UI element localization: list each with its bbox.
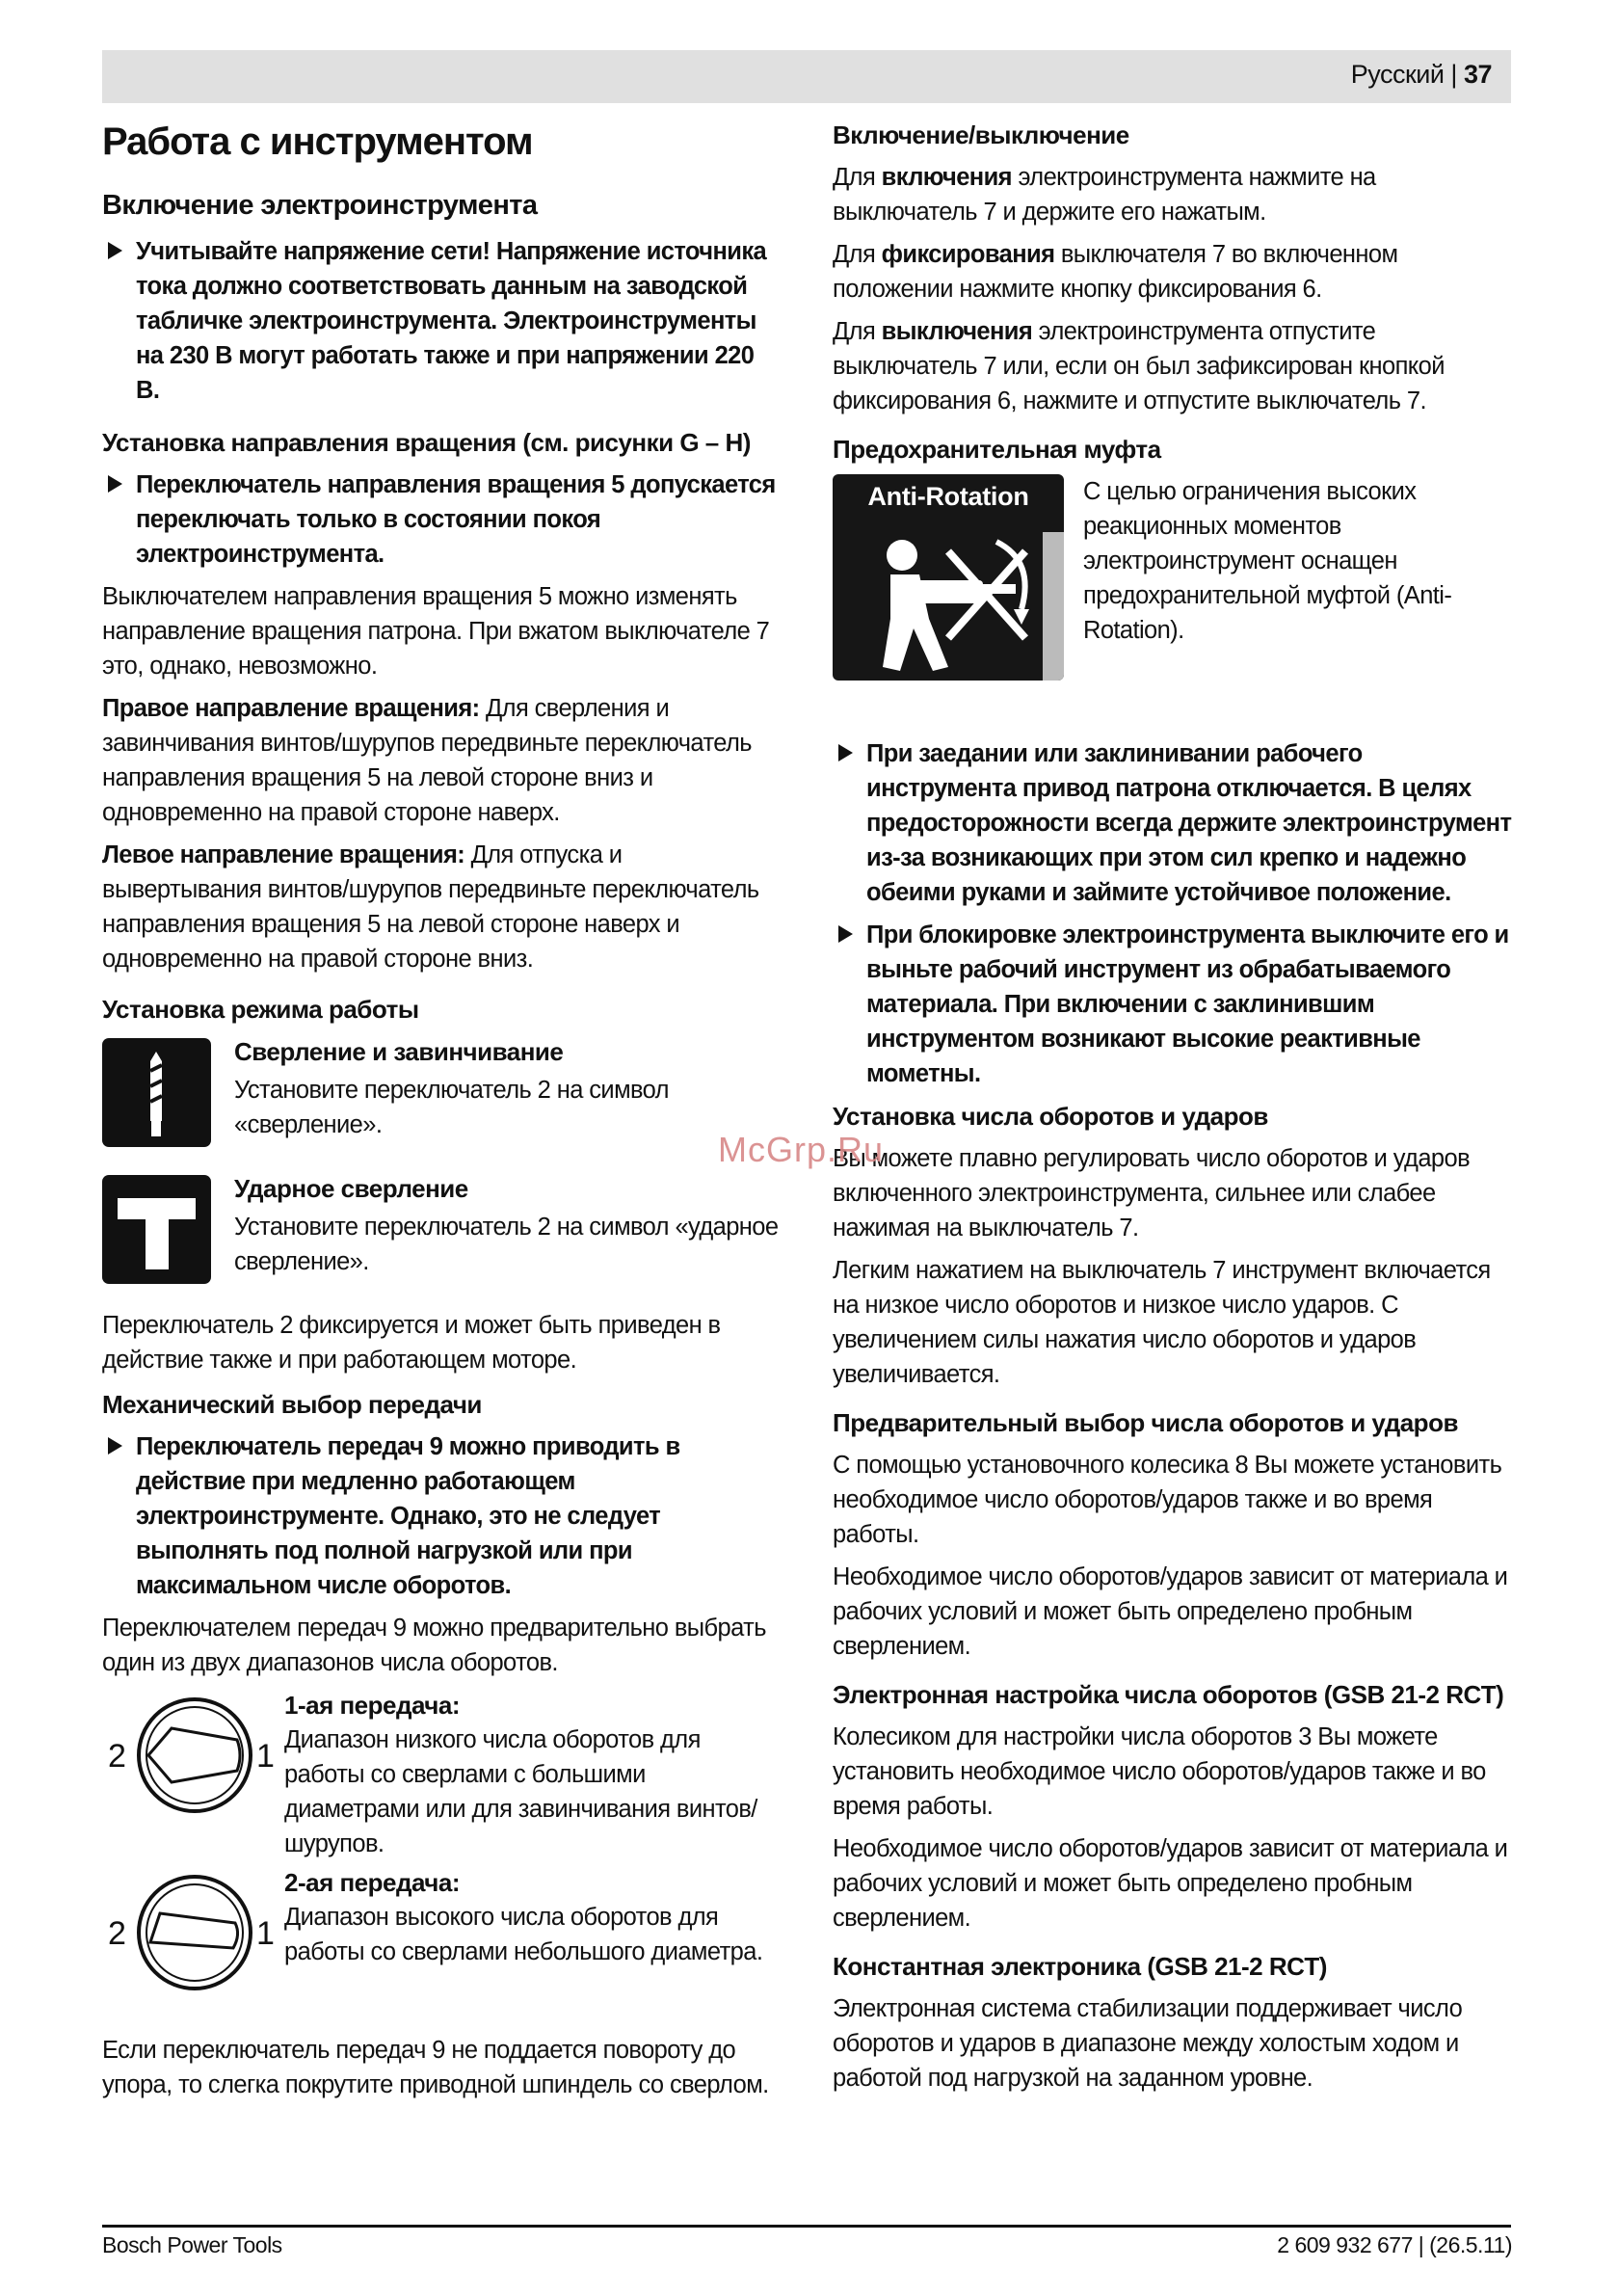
gear-2-text: Диапазон высокого числа оборотов для работы со сверлами небольшого диаметра. bbox=[284, 1904, 763, 1965]
mode-heading: Установка режима работы bbox=[102, 995, 419, 1024]
drill-mode-title: Сверление и завинчивание bbox=[234, 1037, 564, 1066]
clutch-heading: Предохранительная муфта bbox=[833, 435, 1161, 464]
right-rotation-text: Для сверления и завинчивания винтов/шурупов передвиньте переключатель направления вращения 5 на левой стороне вниз и одновременно на правой стороне наверх. bbox=[102, 695, 752, 826]
gear-warning bbox=[102, 1429, 782, 1603]
rotation-warning bbox=[102, 467, 782, 572]
header-separator: | bbox=[1444, 60, 1464, 89]
block-warning bbox=[833, 918, 1512, 1091]
hammer-mode bbox=[102, 1171, 782, 1287]
preselect-p1: С помощью установочного колесика 8 Вы можете установить необходимое число оборотов/ударов также и во время работы. bbox=[833, 1452, 1502, 1548]
gear-2 bbox=[102, 1865, 782, 2010]
gear-2-dial-icon bbox=[102, 1865, 284, 2010]
speed-p1: Вы можете плавно регулировать число оборотов и ударов включенного электроинструмента, сильнее или слабее нажимая на выключатель 7. bbox=[833, 1145, 1471, 1241]
drill-mode-text: Установите переключатель 2 на символ «сверление». bbox=[234, 1077, 669, 1138]
dial-1-label: 1 bbox=[256, 1915, 275, 1952]
dial-1-label: 1 bbox=[256, 1738, 275, 1775]
right-column bbox=[833, 114, 1512, 2103]
jam-warning-text: При заедании или заклинивании рабочего инструмента привод патрона отключается. В целях предосторожности всегда держите электроинструмент из-за возникающих при этом сил крепко и надежно обеими руками и займите устойчивое положение. bbox=[866, 740, 1512, 906]
electronic-p2: Необходимое число оборотов/ударов зависит от материала и рабочих условий и может быть определено пробным сверлением. bbox=[833, 1835, 1508, 1932]
gear-1-title: 1-ая передача: bbox=[284, 1691, 461, 1720]
gear-1-dial-icon bbox=[102, 1688, 284, 1832]
header-language: Русский bbox=[1350, 60, 1445, 89]
warning-arrow-icon bbox=[838, 744, 853, 761]
drill-mode bbox=[102, 1034, 782, 1150]
preselect-p2: Необходимое число оборотов/ударов зависит от материала и рабочих условий и может быть определено пробным сверлением. bbox=[833, 1563, 1508, 1660]
gear-1-text: Диапазон низкого числа оборотов для работы со сверлами с большими диаметрами или для завинчивания винтов/шурупов. bbox=[284, 1726, 757, 1857]
speed-heading: Установка числа оборотов и ударов bbox=[833, 1102, 1268, 1131]
onoff-p2: Для фиксирования выключателя 7 во включенном положении нажмите кнопку фиксирования 6. bbox=[833, 241, 1398, 303]
preselect-heading: Предварительный выбор числа оборотов и ударов bbox=[833, 1408, 1458, 1437]
jam-warning bbox=[833, 736, 1512, 910]
watermark: McGrp.Ru bbox=[718, 1130, 885, 1169]
hammer-mode-title: Ударное сверление bbox=[234, 1174, 468, 1203]
hammer-icon bbox=[102, 1175, 211, 1284]
footer-doc-number: 2 609 932 677 | (26.5.11) bbox=[1277, 2232, 1512, 2257]
anti-rotation-text: С целью ограничения высоких реакционных моментов электроинструмент оснащен предохранительной муфтой (Anti-Rotation). bbox=[1083, 478, 1452, 644]
gear-warning-text: Переключатель передач 9 можно приводить в действие при медленно работающем электроинструменте. Однако, это не следует выполнять под полной нагрузкой или при максимальном числе оборотов. bbox=[136, 1433, 680, 1599]
speed-p2: Легким нажатием на выключатель 7 инструмент включается на низкое число оборотов и низкое число ударов. С увеличением силы нажатия число оборотов и ударов увеличивается. bbox=[833, 1257, 1491, 1388]
dial-2-label: 2 bbox=[108, 1915, 126, 1952]
electronic-p1: Колесиком для настройки числа оборотов 3 Вы можете установить необходимое число оборотов/ударов также и во время работы. bbox=[833, 1723, 1486, 1820]
gear-footer-note: Если переключатель передач 9 не поддается повороту до упора, то слегка покрутите приводной шпиндель со сверлом. bbox=[102, 2037, 769, 2098]
rotation-warning-text: Переключатель направления вращения 5 допускается переключать только в состоянии покоя электроинструмента. bbox=[136, 471, 776, 568]
switch-on-heading: Включение электроинструмента bbox=[102, 190, 538, 221]
electronic-heading: Электронная настройка числа оборотов (GSB 21-2 RCT) bbox=[833, 1680, 1504, 1709]
left-rotation-paragraph bbox=[102, 838, 782, 976]
gear-heading: Механический выбор передачи bbox=[102, 1390, 482, 1419]
constant-heading: Константная электроника (GSB 21-2 RCT) bbox=[833, 1952, 1327, 1981]
header-bar bbox=[102, 50, 1511, 103]
right-rotation-paragraph bbox=[102, 691, 782, 830]
voltage-warning bbox=[102, 234, 782, 408]
block-warning-text: При блокировке электроинструмента выключите его и выньте рабочий инструмент из обрабатываемого материала. При включении с заклинившим инструментом возникают высокие реактивные мометны. bbox=[866, 921, 1509, 1087]
warning-arrow-icon bbox=[108, 475, 122, 493]
constant-p1: Электронная система стабилизации поддерживает число оборотов и ударов в диапазоне между холостым ходом и работой под нагрузкой на заданном уровне. bbox=[833, 1995, 1463, 2092]
gear-paragraph: Переключателем передач 9 можно предварительно выбрать один из двух диапазонов числа оборотов. bbox=[102, 1615, 766, 1676]
mode-note: Переключатель 2 фиксируется и может быть приведен в действие также и при работающем моторе. bbox=[102, 1312, 721, 1374]
rotation-paragraph: Выключателем направления вращения 5 можно изменять направление вращения патрона. При вжатом выключателе 7 это, однако, невозможно. bbox=[102, 583, 770, 680]
left-rotation-text: Для отпуска и вывертывания винтов/шурупов передвиньте переключатель направления вращения 5 на левой стороне наверх и одновременно на правой стороне вниз. bbox=[102, 841, 759, 973]
drill-icon bbox=[102, 1038, 211, 1147]
warning-arrow-icon bbox=[838, 925, 853, 943]
left-rotation-label: Левое направление вращения: bbox=[102, 841, 465, 868]
anti-rotation-label: Anti-Rotation bbox=[867, 482, 1029, 511]
rotation-heading: Установка направления вращения (см. рисунки G – H) bbox=[102, 428, 751, 457]
right-rotation-label: Правое направление вращения: bbox=[102, 695, 480, 722]
page-title: Работа с инструментом bbox=[102, 120, 533, 163]
onoff-p1: Для включения электроинструмента нажмите на выключатель 7 и держите его нажатым. bbox=[833, 164, 1376, 226]
footer-divider bbox=[102, 2225, 1511, 2228]
anti-rotation-block bbox=[833, 474, 1512, 681]
gear-1 bbox=[102, 1688, 782, 1861]
footer-brand: Bosch Power Tools bbox=[102, 2232, 282, 2257]
onoff-p3: Для выключения электроинструмента отпустите выключатель 7 или, если он был зафиксирован кнопкой фиксирования 6, нажмите и отпустите выключатель 7. bbox=[833, 318, 1445, 414]
anti-rotation-icon bbox=[833, 474, 1064, 681]
page-header bbox=[1351, 60, 1492, 90]
voltage-warning-text: Учитывайте напряжение сети! Напряжение источника тока должно соответствовать данным на заводской табличке электроинструмента. Электроинструменты на 230 В могут работать также и при напряжении 220 В. bbox=[136, 238, 767, 404]
hammer-mode-text: Установите переключатель 2 на символ «ударное сверление». bbox=[234, 1214, 779, 1275]
warning-arrow-icon bbox=[108, 242, 122, 259]
dial-2-label: 2 bbox=[108, 1738, 126, 1775]
gear-2-title: 2-ая передача: bbox=[284, 1868, 461, 1897]
warning-arrow-icon bbox=[108, 1437, 122, 1455]
left-column bbox=[102, 114, 782, 2110]
page-number: 37 bbox=[1463, 60, 1492, 89]
onoff-heading: Включение/выключение bbox=[833, 120, 1129, 149]
